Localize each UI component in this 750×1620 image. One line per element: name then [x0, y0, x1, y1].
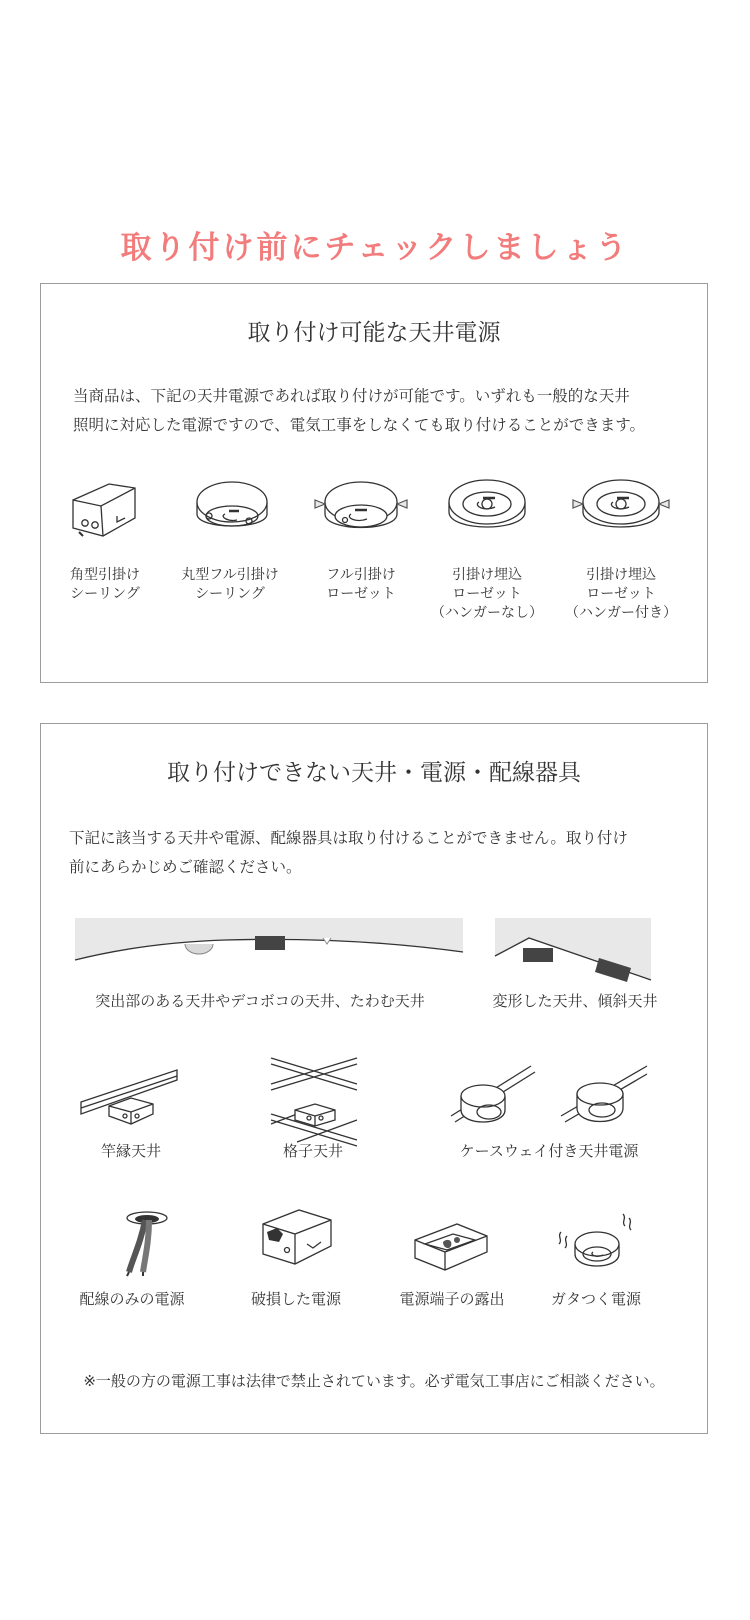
item-label-line1: 引掛け埋込	[586, 567, 656, 583]
legal-note: ※一般の方の電源工事は法律で禁止されています。必ず電気工事店にご相談ください。	[83, 1372, 665, 1390]
item-label-line3: （ハンガーなし）	[431, 605, 543, 621]
item-label-line1: 角型引掛け	[70, 567, 140, 583]
incompatible-item-label: 配線のみの電源	[79, 1290, 185, 1308]
incompatible-desc-line2: 前にあらかじめご確認ください。	[69, 858, 302, 876]
incompatible-desc-line1: 下記に該当する天井や電源、配線器具は取り付けることができません。取り付け	[69, 829, 628, 847]
page-title: 取り付け前にチェックしましょう	[120, 230, 630, 266]
incompatible-title: 取り付けできない天井・電源・配線器具	[167, 760, 581, 786]
sloped-ceiling-icon	[495, 918, 653, 982]
compatible-desc-line2: 照明に対応した電源ですので、電気工事をしなくても取り付けることができます。	[73, 416, 645, 434]
item-label-line2: シーリング	[70, 586, 140, 602]
incompatible-item-label: ガタつく電源	[550, 1290, 641, 1308]
incompatible-item-label: 竿縁天井	[100, 1142, 161, 1160]
embedded-rosette-hanger-icon	[571, 474, 671, 540]
item-label-line2: シーリング	[195, 586, 265, 602]
compatible-item	[171, 566, 289, 604]
compatible-section	[40, 283, 708, 683]
item-label-line1: フル引掛け	[326, 567, 396, 583]
incompatible-item-label: 電源端子の露出	[399, 1290, 505, 1308]
bare-wires-icon	[119, 1206, 175, 1278]
exposed-terminal-icon	[413, 1222, 489, 1274]
incompatible-item-label: 変形した天井、傾斜天井	[492, 992, 658, 1010]
broken-socket-icon	[259, 1208, 335, 1266]
coffered-ceiling-icon	[267, 1054, 361, 1144]
compatible-item	[427, 566, 547, 623]
item-label-line2: ローゼット	[452, 586, 522, 602]
compatible-desc-line1: 当商品は、下記の天井電源であれば取り付けが可能です。いずれも一般的な天井	[73, 387, 630, 405]
loose-socket-icon	[555, 1214, 639, 1280]
compatible-item	[311, 566, 411, 604]
square-ceiling-socket-icon	[69, 478, 141, 542]
compatible-item	[561, 566, 681, 623]
incompatible-item-label: ケースウェイ付き天井電源	[459, 1142, 639, 1160]
uneven-ceiling-icon	[75, 918, 465, 964]
rosette-icon	[311, 474, 411, 540]
item-label-line1: 丸型フル引掛け	[181, 567, 279, 583]
compatible-title: 取り付け可能な天井電源	[247, 320, 501, 346]
incompatible-item-label: 格子天井	[282, 1142, 343, 1160]
incompatible-item-label: 破損した電源	[250, 1290, 341, 1308]
round-ceiling-socket-icon	[191, 474, 273, 540]
incompatible-item-label: 突出部のある天井やデコボコの天井、たわむ天井	[95, 992, 425, 1010]
item-label-line2: ローゼット	[586, 586, 656, 602]
compatible-item	[61, 566, 149, 604]
incompatible-section	[40, 723, 708, 1434]
item-label-line1: 引掛け埋込	[452, 567, 522, 583]
item-label-line3: （ハンガー付き）	[565, 605, 677, 621]
item-label-line2: ローゼット	[326, 586, 396, 602]
batten-ceiling-icon	[81, 1070, 181, 1130]
caseway-socket-icon	[451, 1066, 651, 1132]
embedded-rosette-icon	[445, 474, 529, 540]
